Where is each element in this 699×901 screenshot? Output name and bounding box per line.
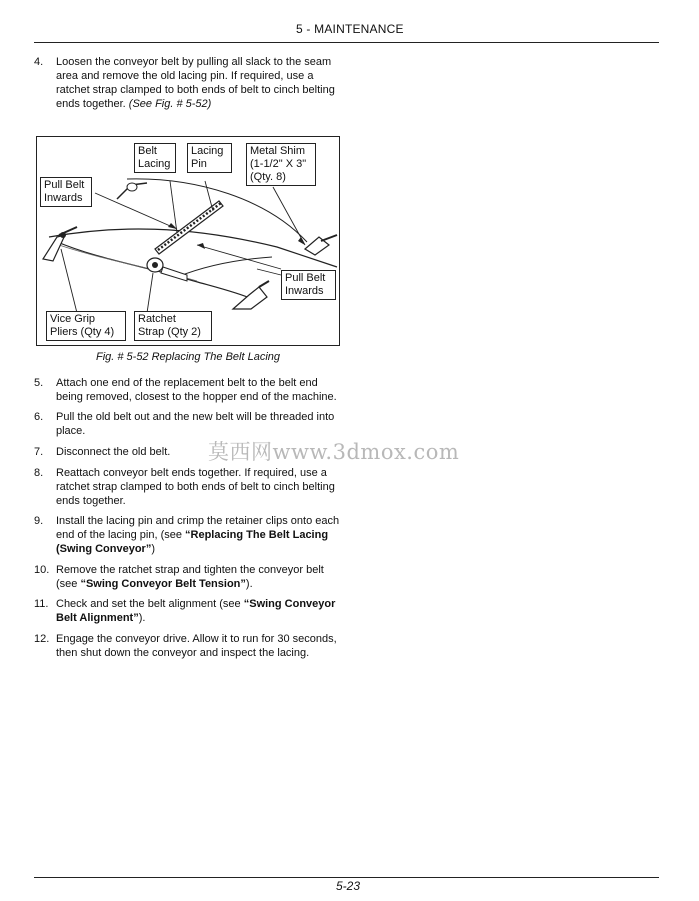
header-rule [34, 42, 659, 43]
watermark: 莫西网www.3dmox.com [208, 440, 460, 464]
step-9 [34, 514, 344, 556]
callout-text: Belt [138, 145, 157, 157]
callout-vice-grip-pliers [46, 311, 126, 341]
step-4 [34, 55, 344, 111]
step-text-end: ) [151, 543, 156, 555]
callout-text: Pull Belt [285, 272, 326, 284]
step-number: 11. [34, 598, 49, 610]
cross-reference[interactable]: “Replacing The Belt Lacing (Swing Conveyor” [56, 529, 329, 555]
callout-pull-belt-inwards-right [281, 270, 336, 300]
callout-text: (Qty. 8) [250, 171, 286, 183]
vice-grip-bottom [233, 281, 269, 309]
callout-lacing-pin [187, 143, 232, 173]
step-text [56, 514, 344, 556]
callout-pull-belt-inwards-left [40, 177, 92, 207]
step-text: Pull the old belt out and the new belt will be threaded into place. [56, 411, 335, 437]
callout-text: Lacing [191, 145, 224, 157]
callout-metal-shim [246, 143, 316, 186]
step-12 [34, 632, 344, 660]
step-number: 9. [34, 515, 44, 527]
step-number: 4. [34, 56, 44, 68]
figure-caption: Fig. # 5-52 Replacing The Belt Lacing [95, 351, 281, 363]
step-number: 12. [34, 633, 50, 645]
step-text-main: Remove the ratchet strap and tighten the conveyor belt (see [56, 564, 324, 590]
step-number: 6. [34, 411, 44, 423]
callout-text: Strap (Qty 2) [138, 326, 201, 338]
vice-grip-left [43, 227, 77, 261]
leader-lines [61, 181, 305, 313]
figure-reference: (See Fig. # 5-52) [128, 98, 212, 110]
step-text-end: ). [245, 578, 253, 590]
step-number: 7. [34, 446, 44, 458]
step-6 [34, 410, 344, 438]
cross-reference[interactable]: “Swing Conveyor Belt Tension” [80, 578, 246, 590]
step-8 [34, 466, 344, 508]
callout-text: Pin [191, 158, 207, 170]
vice-grip-right [305, 235, 337, 255]
callout-text: Pliers (Qty 4) [50, 326, 115, 338]
step-number: 5. [34, 377, 44, 389]
callout-text: Pull Belt [44, 179, 85, 191]
step-text [56, 597, 344, 625]
footer-rule [34, 877, 659, 878]
ratchet-strap [147, 258, 187, 281]
callout-text: Vice Grip [50, 313, 96, 325]
step-text-main: Loosen the conveyor belt by pulling all slack to the seam area and remove the old lacing pin. If required, use a ratchet strap clamped to both ends of belt to cinch belting ends together. [56, 56, 335, 110]
callout-text: Lacing [138, 158, 171, 170]
callout-text: Metal Shim [250, 145, 306, 157]
callout-ratchet-strap [134, 311, 212, 341]
step-number: 10. [34, 564, 50, 576]
step-10 [34, 563, 344, 591]
step-text-main: Check and set the belt alignment (see [56, 598, 244, 610]
callout-text: (1-1/2" X 3" [250, 158, 307, 170]
step-text [56, 55, 344, 111]
figure-belt-lacing [36, 136, 340, 346]
vice-grip-top [117, 183, 147, 199]
step-text [56, 563, 344, 591]
callout-text: Ratchet [138, 313, 176, 325]
step-text: Disconnect the old belt. [56, 446, 171, 458]
step-text: Attach one end of the replacement belt to the belt end being removed, closest to the hopper end of the machine. [56, 377, 337, 403]
step-5 [34, 376, 344, 404]
cross-reference[interactable]: “Swing Conveyor Belt Alignment” [56, 598, 336, 624]
callout-text: Inwards [44, 192, 83, 204]
step-text-end: ). [138, 612, 146, 624]
step-text: Reattach conveyor belt ends together. If required, use a ratchet strap clamped to both ends of belt to cinch belting ends together. [56, 467, 335, 507]
callout-text: Inwards [285, 285, 324, 297]
step-text-main: Install the lacing pin and crimp the retainer clips onto each end of the lacing pin, (see [56, 515, 340, 541]
step-11 [34, 597, 344, 625]
step-text: Engage the conveyor drive. Allow it to run for 30 seconds, then shut down the conveyor and inspect the lacing. [56, 633, 337, 659]
step-number: 8. [34, 467, 44, 479]
callout-belt-lacing [134, 143, 176, 173]
page-number-text: 5-23 [336, 879, 361, 893]
